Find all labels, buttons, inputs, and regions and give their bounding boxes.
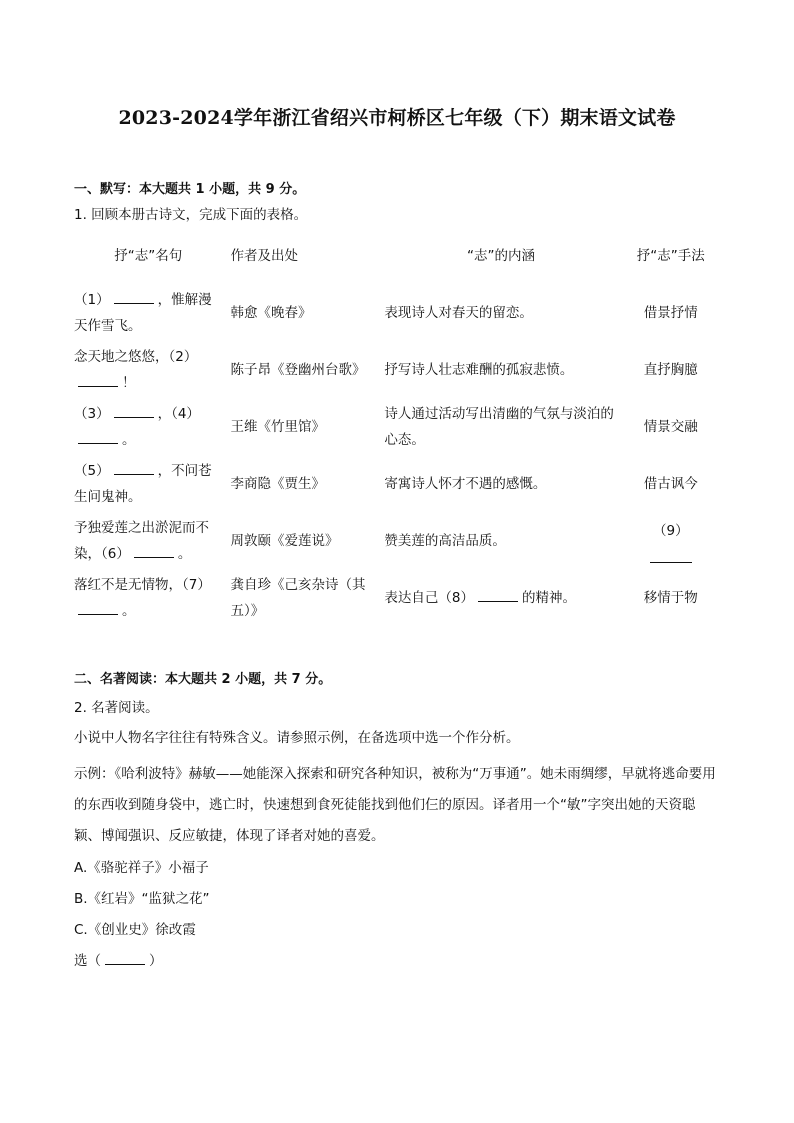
table-header: “志”的内涵	[467, 248, 535, 264]
table-header-row	[72, 228, 722, 284]
option-a[interactable]: A.《骆驼祥子》小福子	[74, 860, 209, 876]
table-cell: 韩愈《晚春》	[230, 304, 312, 321]
table-cell: 表现诗人对春天的留恋。	[384, 304, 533, 321]
table-row	[72, 512, 722, 569]
poem-table	[72, 228, 722, 626]
option-b[interactable]: B.《红岩》“监狱之花”	[74, 891, 210, 907]
cell-text: （1）	[74, 291, 110, 308]
cell-text: ，惟解漫天作雪飞。	[74, 291, 212, 334]
cell-text: 落红不是无情物，（7）	[74, 576, 211, 593]
table-row	[72, 284, 722, 341]
table-cell: 龚自珍《己亥杂诗（其五）》	[230, 576, 366, 619]
answer-blank[interactable]	[114, 462, 154, 475]
table-row	[72, 398, 722, 455]
cell-text: （5）	[74, 462, 110, 479]
table-cell	[378, 569, 619, 626]
cell-text: 予独爱莲之出淤泥而不染，（6）	[74, 519, 209, 562]
table-cell	[72, 284, 225, 341]
answer-blank[interactable]	[114, 291, 154, 304]
table-cell	[72, 455, 225, 512]
answer-blank[interactable]	[134, 545, 174, 558]
cell-text: ！	[122, 374, 136, 391]
table-cell	[72, 512, 225, 569]
table-cell: 寄寓诗人怀才不遇的感慨。	[384, 475, 547, 492]
cell-text: 。	[122, 431, 136, 448]
table-cell: 抒写诗人壮志难酬的孤寂悲愤。	[384, 361, 574, 378]
table-cell: 移情于物	[643, 589, 698, 606]
cell-text: （9）	[653, 523, 689, 539]
answer-blank[interactable]	[78, 431, 118, 444]
answer-blank[interactable]	[105, 952, 145, 965]
cell-text: 。	[177, 545, 192, 562]
table-cell: 赞美莲的高洁品质。	[384, 532, 506, 549]
table-cell	[72, 398, 225, 455]
cell-text: 的精神。	[522, 589, 576, 606]
table-header: 抒“志”名句	[114, 248, 183, 264]
table-cell: 王维《竹里馆》	[230, 418, 326, 435]
table-cell	[72, 341, 225, 398]
table-cell	[620, 512, 722, 569]
cell-text: （3）	[74, 405, 110, 422]
cell-text: 。	[122, 602, 136, 619]
table-cell: 借古讽今	[643, 475, 698, 492]
choice-prefix: 选（	[74, 953, 101, 969]
section-2-heading: 二、名著阅读：本大题共 2 小题，共 7 分。	[74, 672, 332, 687]
choice-line	[74, 949, 163, 969]
question-2-intro: 小说中人物名字往往有特殊含义。请参照示例，在备选项中选一个作分析。	[74, 730, 520, 746]
choice-suffix: ）	[149, 953, 163, 969]
table-cell: 直抒胸臆	[643, 361, 698, 378]
cell-text: ，不问苍生问鬼神。	[74, 462, 212, 505]
question-2: 2. 名著阅读。	[74, 700, 159, 716]
table-row	[72, 569, 722, 626]
answer-blank[interactable]	[78, 374, 118, 387]
question-2-example: 示例：《哈利波特》赫敏——她能深入探索和研究各种知识，被称为“万事通”。她未雨绸缪，早就将逃命要用的东西收到随身袋中，逃亡时，快速想到食死徒能找到他们仨的原因。译者用一个“敏”字突出她的天资聪颖、博闻强识、反应敏捷，体现了译者对她的喜爱。	[74, 766, 716, 844]
table-header: 作者及出处	[230, 248, 299, 264]
answer-blank[interactable]	[478, 589, 518, 602]
answer-blank[interactable]	[650, 550, 692, 563]
answer-blank[interactable]	[114, 405, 154, 418]
table-cell: 诗人通过活动写出清幽的气氛与淡泊的心态。	[384, 405, 614, 448]
table-row	[72, 455, 722, 512]
table-cell: 陈子昂《登幽州台歌》	[230, 361, 366, 378]
section-1-heading: 一、默写：本大题共 1 小题，共 9 分。	[74, 182, 306, 197]
page-title: 2023-2024学年浙江省绍兴市柯桥区七年级（下）期末语文试卷	[118, 107, 676, 129]
table-cell: 情景交融	[643, 418, 698, 435]
table-row	[72, 341, 722, 398]
cell-text: 表达自己（8）	[384, 589, 474, 606]
cell-text: ，（4）	[157, 405, 200, 422]
table-header: 抒“志”手法	[636, 248, 705, 264]
answer-blank[interactable]	[78, 602, 118, 615]
table-cell: 李商隐《贾生》	[230, 475, 326, 492]
cell-text: 念天地之悠悠，（2）	[74, 348, 198, 365]
question-1: 1. 回顾本册古诗文，完成下面的表格。	[74, 207, 308, 223]
option-c[interactable]: C.《创业史》徐改霞	[74, 922, 196, 938]
table-cell: 借景抒情	[643, 304, 698, 321]
table-cell	[72, 569, 225, 626]
table-cell: 周敦颐《爱莲说》	[230, 532, 339, 549]
